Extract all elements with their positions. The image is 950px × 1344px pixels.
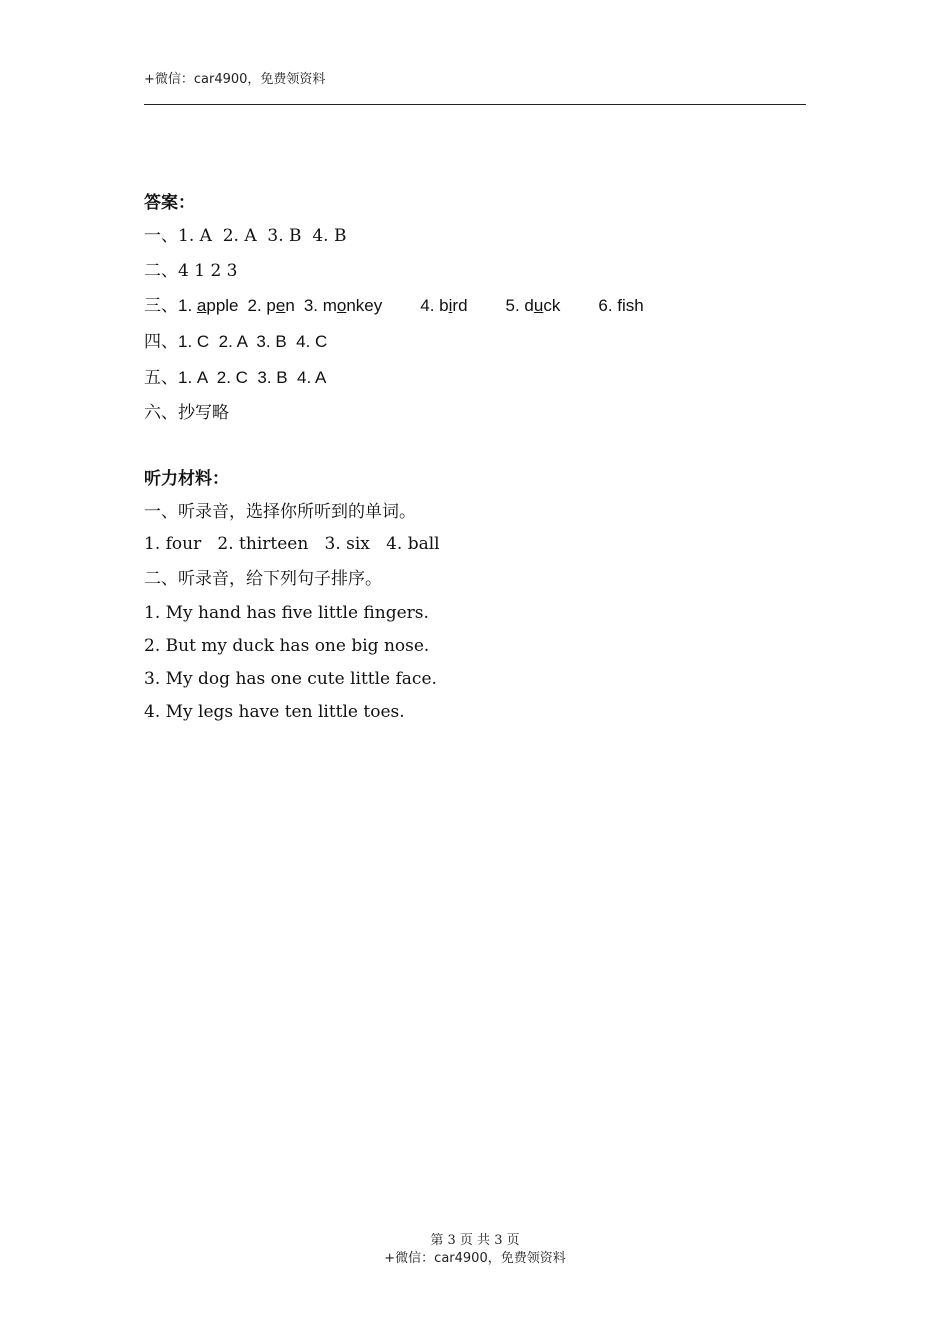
- answer-line-4: 四、1. C 2. A 3. B 4. C: [144, 332, 328, 352]
- answer-line-3: [144, 295, 644, 317]
- answer-word-apple: 1. apple: [178, 296, 239, 315]
- listening-heading: 听力材料：: [144, 469, 229, 489]
- answer-line-6: 六、抄写略: [144, 403, 229, 423]
- answer-word-monkey: 3. monkey: [303, 296, 383, 315]
- listening-line-7: 4. My legs have ten little toes.: [144, 702, 405, 722]
- listening-line-6: 3. My dog has one cute little face.: [144, 669, 437, 689]
- answer-word-fish: 6. fish: [598, 296, 644, 315]
- answer-word-bird: 4. bird: [420, 296, 468, 315]
- header-note: +微信：car4900，免费领资料: [144, 72, 326, 87]
- answer-word-pen: 2. pen: [247, 296, 295, 315]
- answer-line-2: 二、4 1 2 3: [144, 261, 238, 281]
- listening-line-2: 1. four 2. thirteen 3. six 4. ball: [144, 534, 440, 554]
- footer-page-info: 第 3 页 共 3 页: [430, 1233, 520, 1248]
- header-divider: [144, 104, 806, 105]
- answer-line-3-prefix: 三、: [144, 296, 178, 316]
- answer-line-5: 五、1. A 2. C 3. B 4. A: [144, 368, 327, 388]
- footer-note: +微信：car4900，免费领资料: [384, 1251, 566, 1266]
- listening-line-1: 一、听录音，选择你所听到的单词。: [144, 502, 416, 522]
- answer-word-duck: 5. duck: [505, 296, 561, 315]
- listening-line-5: 2. But my duck has one big nose.: [144, 636, 430, 656]
- answer-line-1: 一、1. A 2. A 3. B 4. B: [144, 226, 347, 246]
- listening-line-4: 1. My hand has five little fingers.: [144, 603, 429, 623]
- answers-heading: 答案：: [144, 193, 195, 213]
- listening-line-3: 二、听录音，给下列句子排序。: [144, 569, 382, 589]
